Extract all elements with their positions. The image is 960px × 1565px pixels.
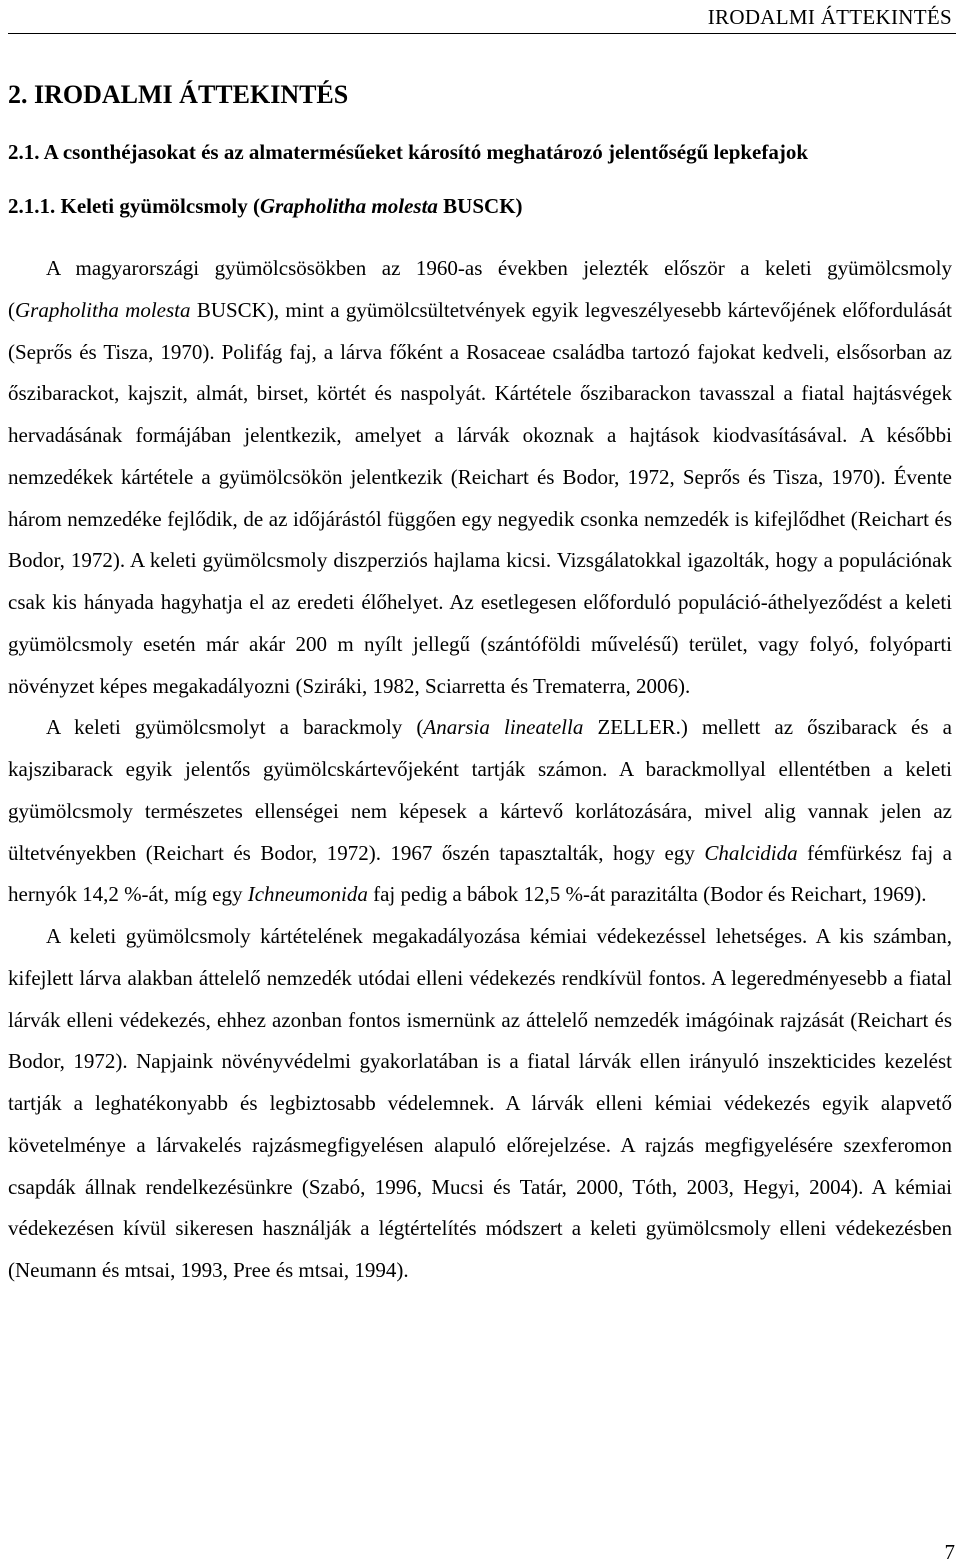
italic-term: Anarsia lineatella [423,715,584,740]
text-run: BUSCK), mint a gyümölcsültetvények egyik legveszélyesebb kártevőjének előfordulását (Seprős és Tisza, 1970). Polifág faj, a lárva főként a Rosaceae családba tartozó fajokat kedveli, elsősorban az őszibarackot, kajszit, almát, birset, körtét és naspolyát. Kártétele őszibarackon tavasszal a fiatal hajtásvégek hervadásának formájában jelentkezik, amelyet a lárvák okoznak a hajtások kiodvasításával. A későbbi nemzedékek kártétele a gyümölcsökön jelentkezik (Reichart és Bodor, 1972, Seprős és Tisza, 1970). Évente három nemzedéke fejlődik, de az időjárástól függően egy negyedik csonka nemzedék is kifejlődhet (Reichart és Bodor, 1972). A keleti gyümölcsmoly diszperziós hajlama kicsi. Vizsgálatokkal igazolták, hogy a populációnak csak kis hányada hagyhatja el az eredeti élőhelyet. Az esetlegesen előforduló populáció-áthelyeződést a keleti gyümölcsmoly esetén már akár 200 m nyílt jellegű (szántóföldi művelésű) terület, vagy folyó, folyóparti növényzet képes megakadályozni (Sziráki, 1982, Sciarretta és Trematerra, 2006). [8,297,952,698]
text-run: fémfürkész faj a hernyók 14,2 %-át, míg egy [8,840,952,907]
text-run: A keleti gyümölcsmolyt a barackmoly ( [46,715,424,740]
subsection-number-and-name: 2.1.1. Keleti gyümölcsmoly ( [8,194,260,218]
page-number: 7 [944,1540,955,1564]
section-title: 2.1. A csonthéjasokat és az almatermésűeket károsító meghatározó jelentőségű lepkefajok [8,140,809,164]
paragraph-2 [8,707,952,916]
subsection-title [8,192,523,220]
text-run: A magyarországi gyümölcsösökben az 1960-as években jelezték először a keleti gyümölcsmoly ( [8,256,952,322]
text-run: A keleti gyümölcsmoly kártételének megakadályozása kémiai védekezéssel lehetséges. A kis számban, kifejlett lárva alakban áttelelő nemzedék utódai elleni védekezés rendkívül fontos. A legeredményesebb a fiatal lárvák elleni védekezés, ehhez azonban fontos ismernünk az áttelelő nemzedék imágóinak rajzását (Reichart és Bodor, 1972). Napjaink növényvédelmi gyakorlatában is a fiatal lárvák ellen irányuló inszekticides kezelést tartják a leghatékonyabb és legbiztosabb védelemnek. A lárvák elleni kémiai védekezés egyik alapvető követelménye a lárvakelés rajzásmegfigyelésen alapuló előrejelzése. A rajzás megfigyelésére szexferomon csapdák állnak rendelkezésünkre (Szabó, 1996, Mucsi és Tatár, 2000, Tóth, 2003, Hegyi, 2004). A kémiai védekezésen kívül sikeresen használják a légtértelítés módszert a keleti gyümölcsmoly elleni védekezésben (Neumann és mtsai, 1993, Pree és mtsai, 1994). [8,924,952,1282]
text-run: faj pedig a bábok 12,5 %-át parazitálta (Bodor és Reichart, 1969). [367,882,927,907]
italic-term: Chalcidida [704,840,798,865]
subsection-species-name: Grapholitha molesta [259,194,438,218]
paragraph-1 [8,248,952,707]
running-header: IRODALMI ÁTTEKINTÉS [707,5,952,29]
header-divider [8,33,956,34]
chapter-title: 2. IRODALMI ÁTTEKINTÉS [8,80,349,109]
paragraph-3 [8,916,952,1292]
body-text [8,248,952,1292]
italic-term: Ichneumonida [247,882,368,907]
text-run: ZELLER.) mellett az őszibarack és a kajszibarack egyik jelentős gyümölcskártevőjeként tartják számon. A barackmollyal ellentétben a keleti gyümölcsmoly természetes ellenségei nem képesek a kártevő korlátozására, mivel alig vannak jelen az ültetvényekben (Reichart és Bodor, 1972). 1967 őszén tapasztalták, hogy egy [8,715,952,865]
italic-term: Grapholitha molesta [15,297,191,322]
subsection-author: BUSCK) [437,194,523,218]
